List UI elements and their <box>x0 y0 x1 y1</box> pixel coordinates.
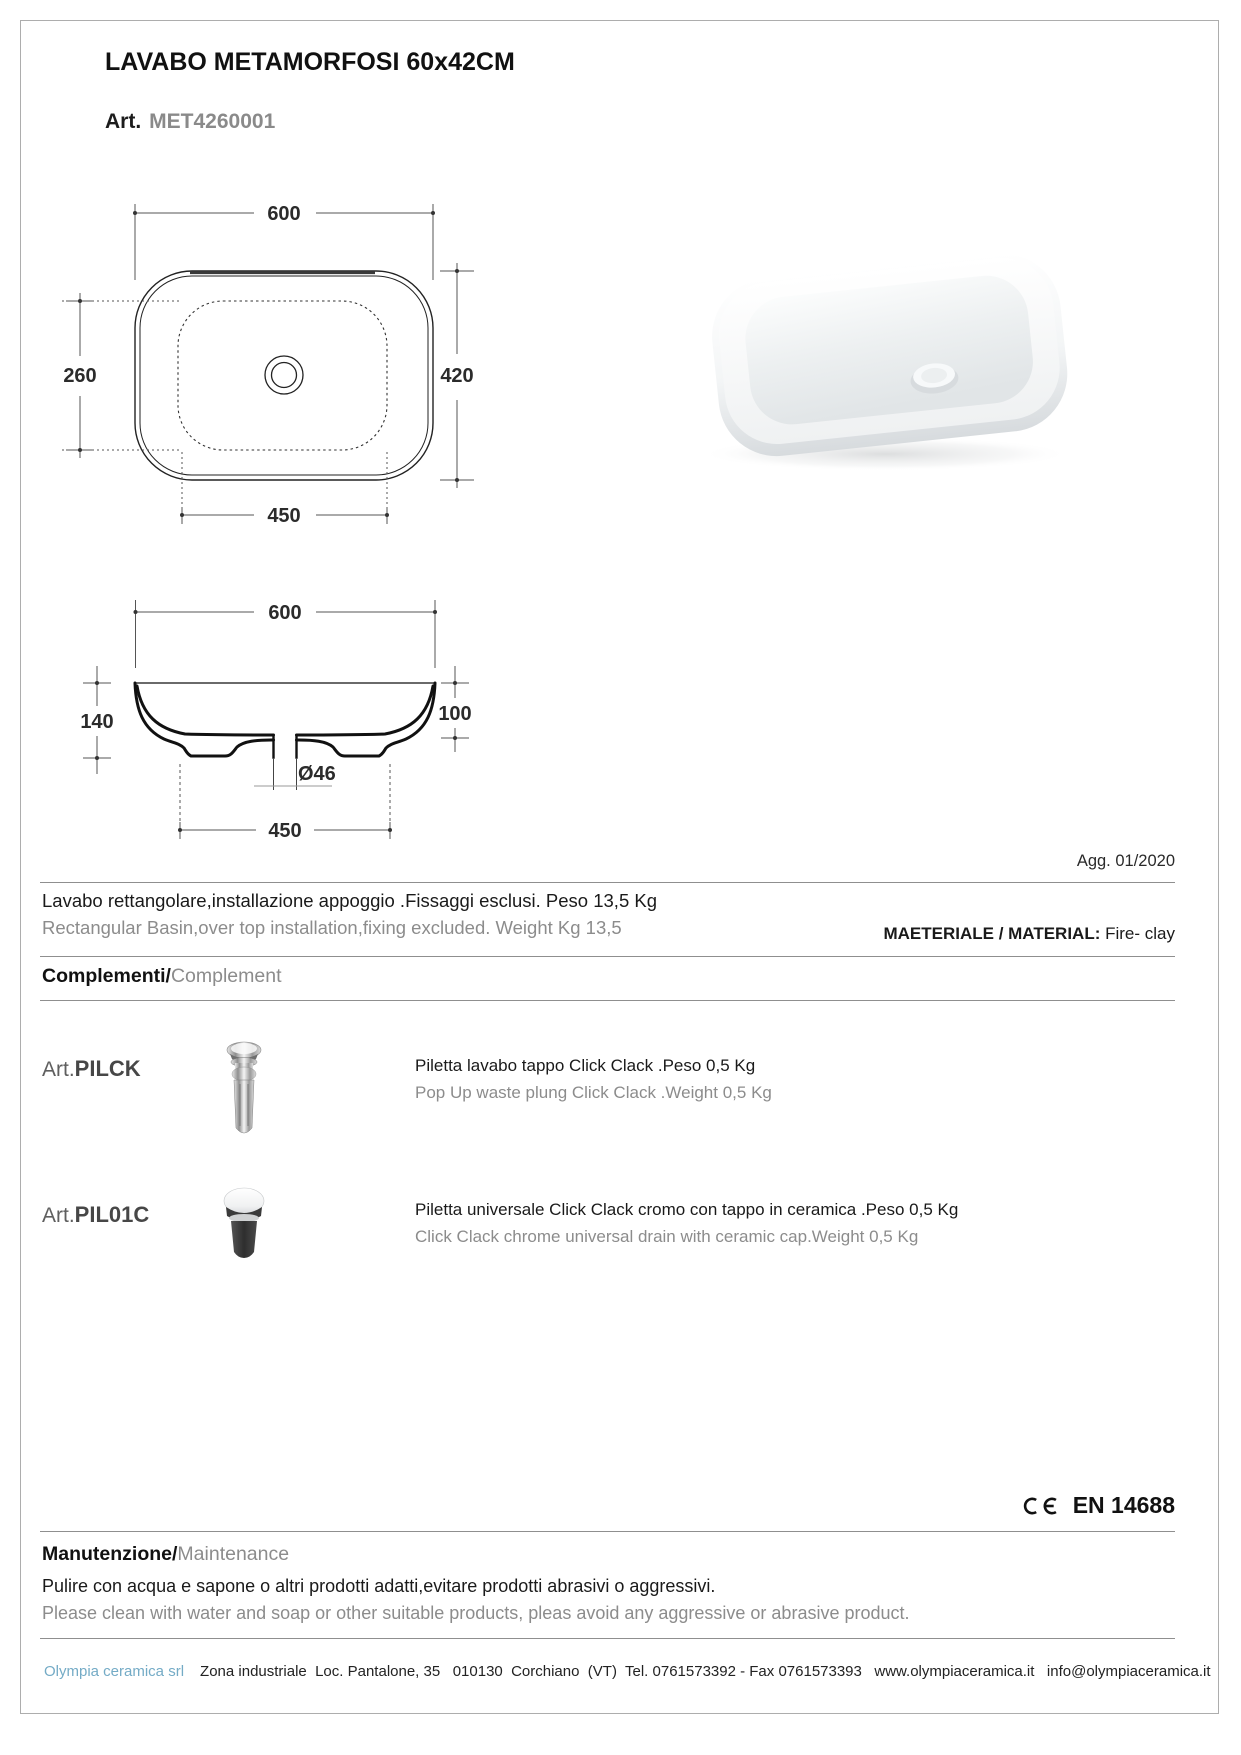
art-code: PILCK <box>74 1056 141 1081</box>
article-label: Art. <box>105 110 142 133</box>
top-view-basin-outline <box>135 271 433 480</box>
maintenance-heading-en: Maintenance <box>177 1543 290 1565</box>
dim-top-depth: 420 <box>440 365 474 387</box>
divider <box>40 1000 1175 1001</box>
top-view-drawing <box>30 168 480 548</box>
page-title: LAVABO METAMORFOSI 60x42CM <box>105 48 515 76</box>
art-label: Art. <box>42 1058 75 1081</box>
footer <box>44 1663 1211 1680</box>
complements-heading <box>42 965 281 988</box>
ce-mark-icon <box>1021 1497 1059 1515</box>
dim-side-drain: Ø46 <box>298 763 336 785</box>
material-label: MAETERIALE / MATERIAL: <box>883 924 1101 943</box>
dim-top-inner-width: 450 <box>267 505 301 527</box>
art-label: Art. <box>42 1204 75 1227</box>
material-value: Fire- clay <box>1100 924 1175 943</box>
revision-date: Agg. 01/2020 <box>1076 852 1175 870</box>
divider <box>40 1638 1175 1639</box>
article-code: MET4260001 <box>149 110 276 133</box>
complement-desc-it: Piletta lavabo tappo Click Clack .Peso 0,5 Kg <box>415 1056 756 1075</box>
maintenance-text-en: Please clean with water and soap or other suitable products, pleas avoid any aggressive or abrasive product. <box>42 1603 910 1623</box>
maintenance-heading <box>42 1543 289 1566</box>
description-italian: Lavabo rettangolare,installazione appoggio .Fissaggi esclusi. Peso 13,5 Kg <box>42 890 658 911</box>
material-line <box>883 924 1175 944</box>
dim-top-width: 600 <box>267 203 301 225</box>
complement-art-pil01c <box>42 1202 149 1228</box>
complement-desc-it: Piletta universale Click Clack cromo con tappo in ceramica .Peso 0,5 Kg <box>415 1200 959 1219</box>
dim-side-inner-height: 100 <box>438 703 472 725</box>
pilck-image <box>222 1040 266 1136</box>
footer-company: Olympia ceramica srl <box>44 1663 185 1680</box>
description-english: Rectangular Basin,over top installation,fixing excluded. Weight Kg 13,5 <box>42 917 622 938</box>
article-number <box>105 110 275 134</box>
divider <box>40 1531 1175 1532</box>
divider <box>40 882 1175 883</box>
side-view-profile <box>135 683 435 758</box>
divider <box>40 956 1175 957</box>
side-view-drawing <box>30 540 480 850</box>
top-view-bowl-dotted <box>178 301 387 450</box>
dim-side-base: 450 <box>268 820 302 842</box>
top-view-drain <box>265 356 303 394</box>
art-code: PIL01C <box>74 1202 150 1227</box>
complements-heading-en: Complement <box>170 965 282 987</box>
certification-standard: EN 14688 <box>1072 1492 1175 1518</box>
complement-desc-en: Click Clack chrome universal drain with ceramic cap.Weight 0,5 Kg <box>415 1227 919 1246</box>
complement-art-pilck <box>42 1056 141 1082</box>
dim-top-inner-depth: 260 <box>63 365 97 387</box>
side-view-dimension-ticks <box>95 610 457 832</box>
complement-desc-en: Pop Up waste plung Click Clack .Weight 0,5 Kg <box>415 1083 772 1102</box>
complements-heading-it: Complementi/ <box>42 965 171 987</box>
certification-line <box>1021 1492 1175 1519</box>
footer-address: Zona industriale Loc. Pantalone, 35 010130 Corchiano (VT) Tel. 0761573392 - Fax 0761573393 www.olympiaceramica.it info@olympiaceramica.it <box>200 1663 1211 1680</box>
pil01c-image <box>220 1186 268 1266</box>
photo-basin <box>706 248 1073 462</box>
product-photo <box>680 228 1100 478</box>
dim-side-width: 600 <box>268 602 302 624</box>
maintenance-text-it: Pulire con acqua e sapone o altri prodotti adatti,evitare prodotti abrasivi o aggressivi. <box>42 1576 716 1596</box>
side-view-dimension-lines <box>83 600 472 842</box>
dim-side-height: 140 <box>80 711 114 733</box>
maintenance-heading-it: Manutenzione/ <box>42 1543 178 1565</box>
